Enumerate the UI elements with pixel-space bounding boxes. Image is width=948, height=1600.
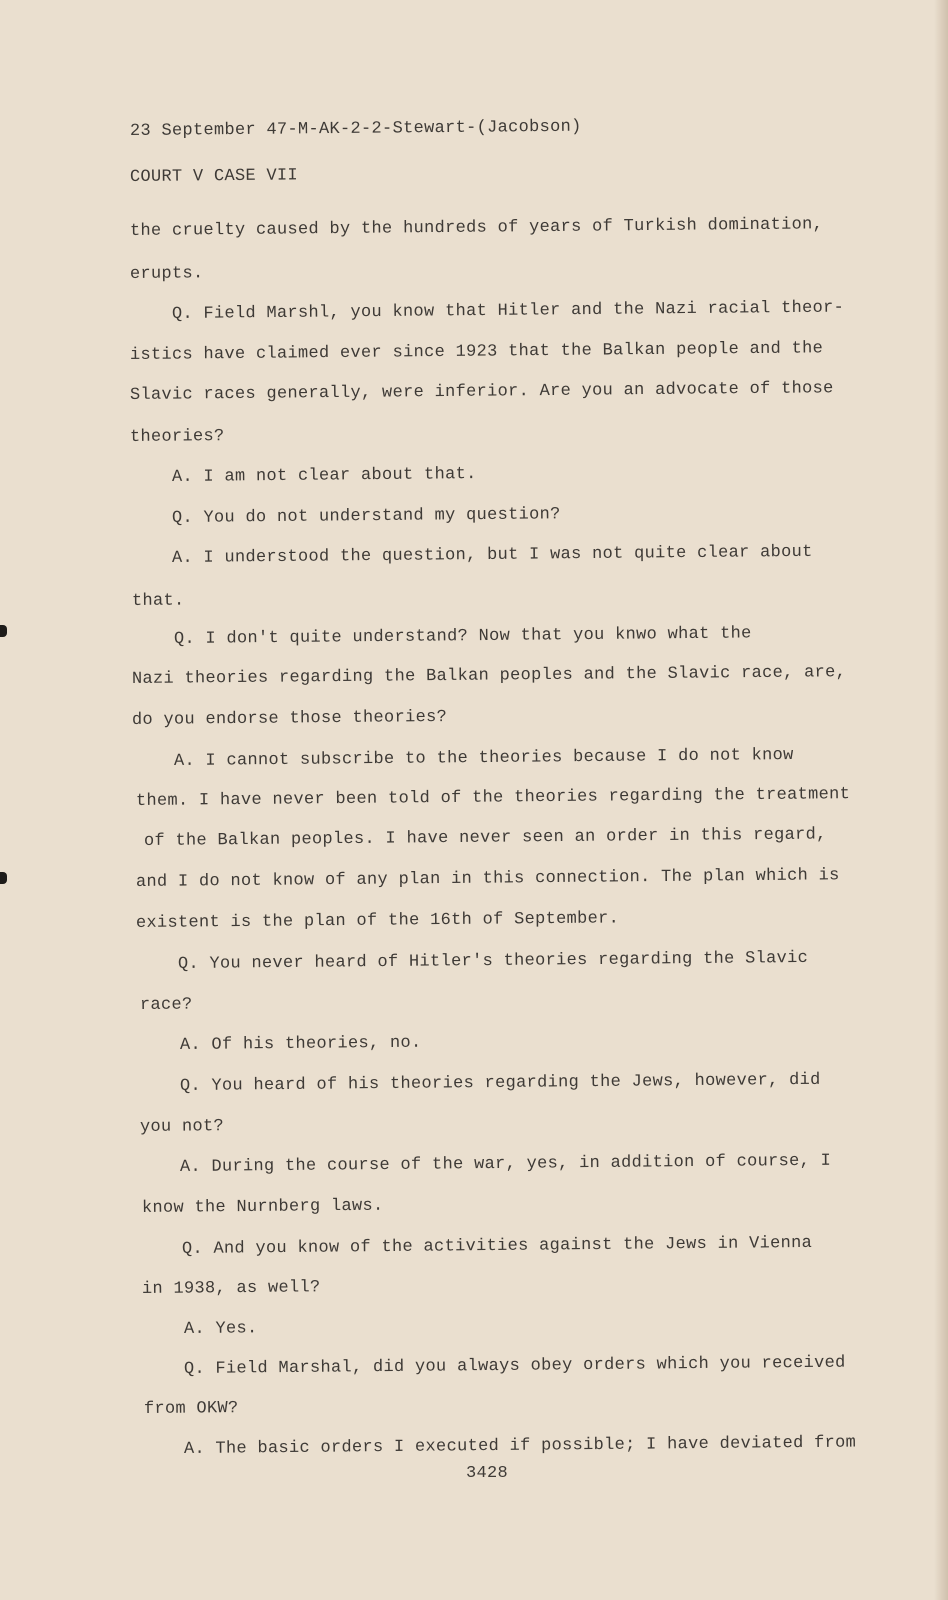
page-edge-shadow — [934, 0, 948, 1600]
text-line: erupts. — [129, 264, 204, 284]
text-line: istics have claimed ever since 1923 that the Balkan people and the — [129, 339, 824, 365]
text-line: you not? — [139, 1117, 225, 1137]
text-line: from OKW? — [143, 1399, 239, 1419]
text-line: existent is the plan of the 16th of September. — [135, 909, 620, 933]
text-line: Slavic races generally, were inferior. Are you an advocate of those — [129, 379, 834, 405]
text-line: the cruelty caused by the hundreds of years of Turkish domination, — [129, 215, 824, 241]
answer-line: A. During the course of the war, yes, in addition of course, I — [179, 1151, 832, 1177]
punch-hole-mark — [0, 625, 7, 637]
answer-line: A. The basic orders I executed if possible; I have deviated from — [183, 1433, 857, 1459]
question-line: Q. I don't quite understand? Now that you knwo what the — [173, 624, 752, 649]
answer-line: A. Of his theories, no. — [179, 1033, 422, 1055]
text-line: know the Nurnberg laws. — [141, 1196, 384, 1218]
question-line: Q. You never heard of Hitler's theories regarding the Slavic — [177, 948, 809, 974]
text-line: race? — [139, 995, 193, 1015]
answer-line: A. Yes. — [183, 1319, 258, 1339]
question-line: Q. Field Marshal, did you always obey orders which you received — [183, 1353, 846, 1379]
question-line: Q. Field Marshl, you know that Hitler and the Nazi racial theor- — [171, 298, 845, 324]
punch-hole-mark — [0, 872, 7, 884]
question-line: Q. You do not understand my question? — [171, 505, 561, 528]
text-line: in 1938, as well? — [141, 1278, 321, 1299]
answer-line: A. I am not clear about that. — [171, 465, 477, 487]
header-court-case: COURT V CASE VII — [129, 166, 299, 187]
text-line: of the Balkan peoples. I have never seen an order in this regard, — [143, 825, 827, 851]
answer-line: A. I cannot subscribe to the theories because I do not know — [173, 746, 794, 771]
header-reference-line: 23 September 47-M-AK-2-2-Stewart-(Jacobson) — [129, 117, 582, 141]
text-line: Nazi theories regarding the Balkan peoples and the Slavic race, are, — [131, 663, 847, 689]
question-line: Q. You heard of his theories regarding the Jews, however, did — [179, 1070, 821, 1096]
answer-line: A. I understood the question, but I was not quite clear about — [171, 542, 813, 568]
text-line: them. I have never been told of the theories regarding the treatment — [135, 785, 851, 811]
page-number: 3428 — [466, 1464, 509, 1483]
text-line: that. — [131, 591, 185, 611]
question-line: Q. And you know of the activities against the Jews in Vienna — [181, 1233, 813, 1259]
text-line: do you endorse those theories? — [131, 707, 448, 730]
text-line: and I do not know of any plan in this connection. The plan which is — [135, 866, 840, 892]
text-line: theories? — [129, 427, 225, 447]
